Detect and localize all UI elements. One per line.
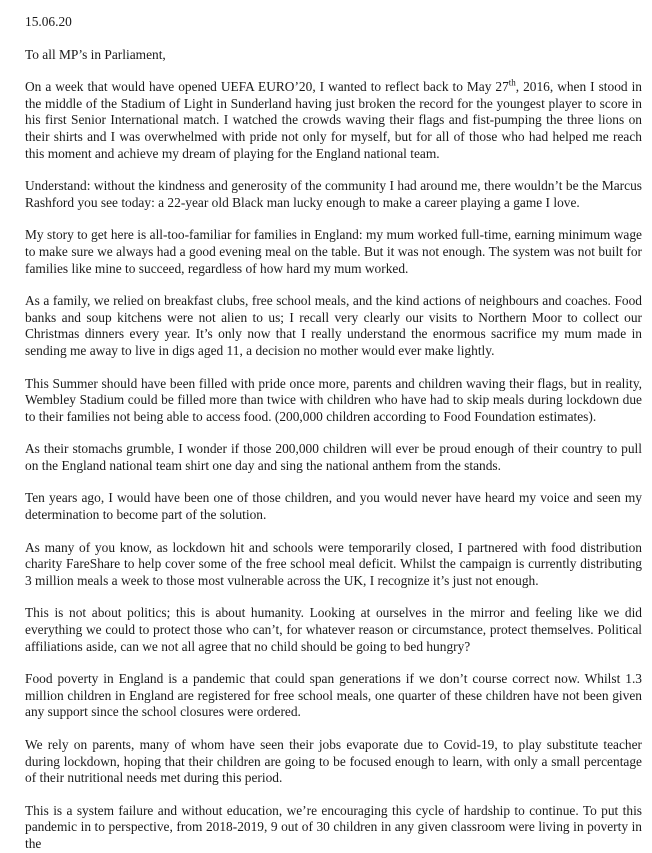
paragraph-1-end: , 2016, when I stood in the middle of the Stadium of Light in Sunderland having just broken the record for the youngest player to score in his first Senior International match. I watched the crowds waving their flags and fist-pumping the three lions on their shirts and I was overwhelmed with pride not only for myself, but for all of those who had helped me reach this moment and achieve my dream of playing for the England national team. bbox=[25, 79, 642, 161]
paragraph-5: This Summer should have been filled with pride once more, parents and children waving their flags, but in reality, Wembley Stadium could be filled more than twice with children who have had to skip meals during lockdown due to their families not being able to access food. (200,000 children according to Food Foundation estimates). bbox=[25, 375, 642, 424]
letter-salutation: To all MP’s in Parliament, bbox=[25, 46, 166, 62]
paragraph-2: Understand: without the kindness and generosity of the community I had around me, there wouldn’t be the Marcus Rashford you see today: a 22-year old Black man lucky enough to make a career playing a game I love. bbox=[25, 178, 642, 210]
paragraph-6: As their stomachs grumble, I wonder if those 200,000 children will ever be proud enough of their country to pull on the England national team shirt one day and sing the national anthem from the stands. bbox=[25, 441, 642, 473]
paragraph-7: Ten years ago, I would have been one of those children, and you would never have heard my voice and seen my determination to become part of the solution. bbox=[25, 490, 642, 523]
paragraph-9: This is not about politics; this is about humanity. Looking at ourselves in the mirror and feeling like we did everything we could to protect those who can’t, for whatever reason or circumstance, protect themselves. Political affiliations aside, can we not all agree that no child should be going to bed hungry? bbox=[25, 605, 642, 654]
paragraph-10: Food poverty in England is a pandemic that could span generations if we don’t course correct now. Whilst 1.3 million children in England are registered for free school meals, one quarter of these children have not been given any support since the school closures were ordered. bbox=[25, 671, 642, 720]
paragraph-12: This is a system failure and without education, we’re encouraging this cycle of hardship to continue. To put this pandemic in to perspective, from 2018-2019, 9 out of 30 children in any given classroom were living in poverty in the bbox=[25, 802, 642, 851]
paragraph-4: As a family, we relied on breakfast clubs, free school meals, and the kind actions of neighbours and coaches. Food banks and soup kitchens were not alien to us; I recall very clearly our visits to Northern Moor to collect our Christmas dinners every year. It’s only now that I really understand the enormous sacrifice my mum made in sending me away to live in digs aged 11, a decision no mother would ever make lightly. bbox=[25, 293, 642, 358]
paragraph-1 bbox=[25, 79, 642, 162]
paragraph-1-start: On a week that would have opened UEFA EURO’20, I wanted to reflect back to May 27 bbox=[25, 79, 509, 95]
ordinal-suffix: th bbox=[508, 77, 516, 88]
paragraph-3: My story to get here is all-too-familiar for families in England: my mum worked full-time, earning minimum wage to make sure we always had a good evening meal on the table. But it was not enough. The system was not built for families like mine to succeed, regardless of how hard my mum worked. bbox=[25, 227, 642, 276]
letter-date: 15.06.20 bbox=[25, 14, 72, 29]
paragraph-11: We rely on parents, many of whom have seen their jobs evaporate due to Covid-19, to play substitute teacher during lockdown, hoping that their children are going to be focused enough to learn, with only a small percentage of their nutritional needs met during this period. bbox=[25, 737, 642, 786]
paragraph-8: As many of you know, as lockdown hit and schools were temporarily closed, I partnered with food distribution charity FareShare to help cover some of the free school meal deficit. Whilst the campaign is currently distributing 3 million meals a week to those most vulnerable across the UK, I recognize it’s just not enough. bbox=[25, 539, 642, 588]
